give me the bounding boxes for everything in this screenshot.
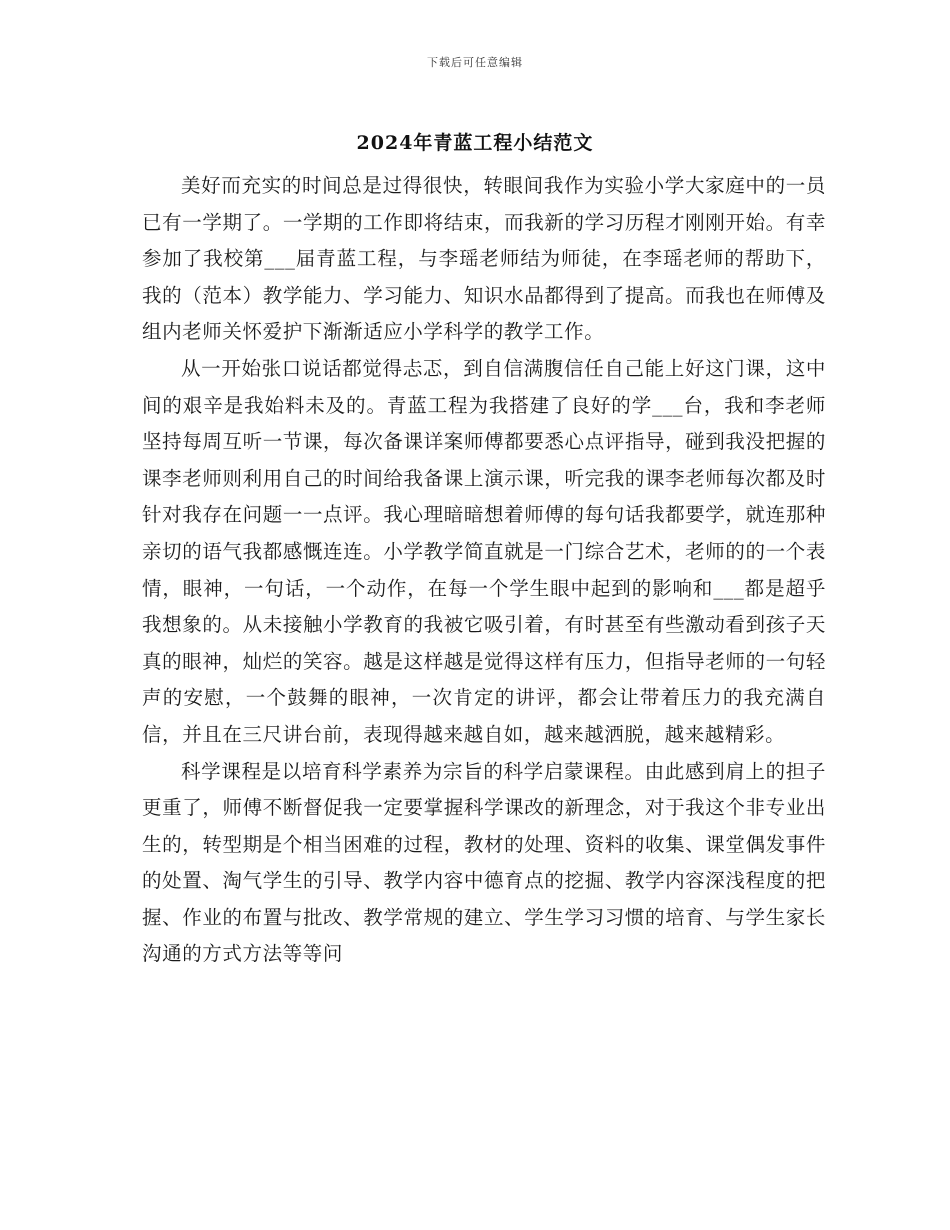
paragraph-1: 美好而充实的时间总是过得很快，转眼间我作为实验小学大家庭中的一员已有一学期了。一学期的工作即将结束，而我新的学习历程才刚刚开始。有幸参加了我校第___届青蓝工程，与李瑶老师结为师徒，在李瑶老师的帮助下，我的（范本）教学能力、学习能力、知识水品都得到了提高。而我也在师傅及组内老师关怀爱护下渐渐适应小学科学的教学工作。 <box>142 174 826 344</box>
header-note: 下载后可任意编辑 <box>427 56 523 69</box>
paragraph-2: 从一开始张口说话都觉得忐忑，到自信满腹信任自己能上好这门课，这中间的艰辛是我始料未及的。青蓝工程为我搭建了良好的学___台，我和李老师坚持每周互听一节课，每次备课详案师傅都要悉心点评指导，碰到我没把握的课李老师则利用自己的时间给我备课上演示课，听完我的课李老师每次都及时针对我存在问题一一点评。我心理暗暗想着师傅的每句话我都要学，就连那种亲切的语气我都感慨连连。小学教学简直就是一门综合艺术，老师的的一个表情，眼神，一句话，一个动作，在每一个学生眼中起到的影响和___都是超乎我想象的。从未接触小学教育的我被它吸引着，有时甚至有些激动看到孩子天真的眼神，灿烂的笑容。越是这样越是觉得这样有压力，但指导老师的一句轻声的安慰，一个鼓舞的眼神，一次肯定的讲评，都会让带着压力的我充满自信，并且在三尺讲台前，表现得越来越自如，越来越洒脱，越来越精彩。 <box>142 356 826 746</box>
document-title: 2024年青蓝工程小结范文 <box>356 132 594 154</box>
paragraph-3: 科学课程是以培育科学素养为宗旨的科学启蒙课程。由此感到肩上的担子更重了，师傅不断督促我一定要掌握科学课改的新理念，对于我这个非专业出生的，转型期是个相当困难的过程，教材的处理、资料的收集、课堂偶发事件的处置、淘气学生的引导、教学内容中德育点的挖掘、教学内容深浅程度的把握、作业的布置与批改、教学常规的建立、学生学习习惯的培育、与学生家长沟通的方式方法等等问 <box>142 759 826 966</box>
document-body <box>142 168 826 973</box>
